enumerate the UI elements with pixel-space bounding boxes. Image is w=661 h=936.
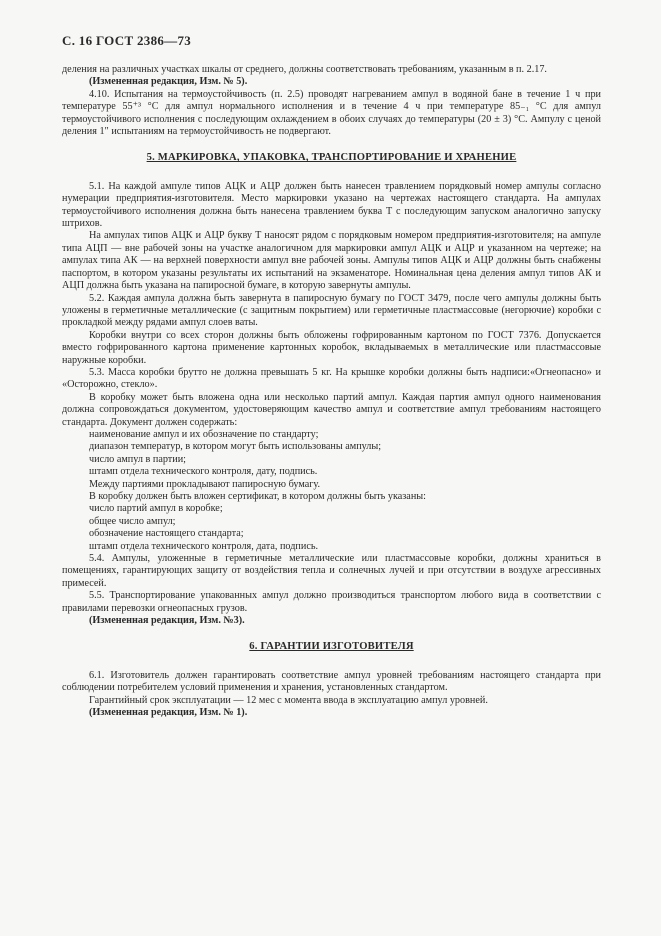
- paragraph: 5.4. Ампулы, уложенные в герметичные металлические или пластмассовые коробки, должны храниться в помещениях, гарантирующих защиту от воздействия тепла и солнечных лучей и при отсутствии в воздухе агрессивных примесей.: [62, 553, 601, 589]
- paragraph: В коробку должен быть вложен сертификат, в котором должны быть указаны:: [89, 491, 426, 502]
- paragraph: 4.10. Испытания на термоустойчивость (п. 2.5) проводят нагреванием ампул в водяной бане в течение 1 ч при температуре 55⁺³ °С для ампул нормального исполнения и в течение 4 ч при температуре 85₋₁ °С для ампул термоустойчивого исполнения с последующим охлаждением в обоих случаях до температуры (20 ± 3) °С. Ампулу с ценой деления 1″ испытаниям на термоустойчивость не подвергают.: [62, 88, 601, 138]
- amendment-note: (Измененная редакция, Изм. № 5).: [89, 76, 248, 88]
- paragraph: штамп отдела технического контроля, дата, подпись.: [89, 540, 319, 552]
- paragraph: 5.5. Транспортирование упакованных ампул должно производиться транспортом любого вида в соответствии с правилами перевозки огнеопасных грузов.: [62, 590, 601, 614]
- paragraph: В коробку может быть вложена одна или несколько партий ампул. Каждая партия ампул одного наименования должна сопровождаться документом, удостоверяющим качество ампул и соответствие ампул требованиям настоящего стандарта. Документ должен содержать:: [62, 391, 601, 428]
- paragraph: 6.1. Изготовитель должен гарантировать соответствие ампул уровней требованиям настоящего стандарта при соблюдении потребителем условий применения и хранения, установленных стандартом.: [62, 669, 601, 694]
- amendment-note: (Измененная редакция, Изм. №3).: [89, 615, 245, 627]
- paragraph: число ампул в партии;: [89, 453, 186, 465]
- amendment-note: (Измененная редакция, Изм. № 1).: [89, 707, 248, 719]
- paragraph: 5.2. Каждая ампула должна быть завернута в папиросную бумагу по ГОСТ 3479, после чего ампулы должны быть уложены в герметичные металлические (с защитным покрытием) или герметичные пластмассовые (негорючие) коробки с прокладкой между рядами ампул слоев ваты.: [62, 292, 601, 329]
- paragraph: диапазон температур, в котором могут быть использованы ампулы;: [89, 441, 382, 453]
- section-5-title-text: 5. МАРКИРОВКА, УПАКОВКА, ТРАНСПОРТИРОВАНИЕ И ХРАНЕНИЕ: [146, 152, 517, 164]
- section-6-title: [62, 641, 601, 653]
- document-body: [62, 64, 601, 720]
- section-6-paragraphs: [62, 670, 601, 720]
- paragraph: число партий ампул в коробке;: [89, 503, 223, 515]
- paragraph: штамп отдела технического контроля, дату, подпись.: [89, 466, 318, 478]
- page-header: С. 16 ГОСТ 2386—73: [62, 33, 192, 48]
- paragraph: 5.3. Масса коробки брутто не должна превышать 5 кг. На крышке коробки должны быть надписи:«Огнеопасно» и «Осторожно, стекло».: [62, 366, 601, 391]
- paragraph: деления на различных участках шкалы от среднего, должны соответствовать требованиям, указанным в п. 2.17.: [62, 64, 547, 75]
- paragraph: 5.1. На каждой ампуле типов АЦК и АЦР должен быть нанесен травлением порядковый номер ампулы согласно нумерации предприятия-изготовителя. Место маркировки указано на чертежах настоящего стандарта. На ампулах термоустойчивого исполнения должна быть нанесена травлением буква Т с последующим запуском аналогично запуску штрихов.: [62, 180, 601, 230]
- paragraph: обозначение настоящего стандарта;: [89, 528, 244, 540]
- paragraph: общее число ампул;: [89, 515, 176, 527]
- top-paragraphs: [62, 64, 601, 138]
- paragraph: Гарантийный срок эксплуатации — 12 мес с момента ввода в эксплуатацию ампул уровней.: [89, 694, 488, 706]
- section-5-paragraphs: [62, 181, 601, 628]
- paragraph: Коробки внутри со всех сторон должны быть обложены гофрированным картоном по ГОСТ 7376. Допускается вместо гофрированного картона применение картонных коробок, вкладываемых в металлические или пластмассовые наружные коробки.: [62, 329, 601, 366]
- paragraph: На ампулах типов АЦК и АЦР букву Т наносят рядом с порядковым номером предприятия-изготовителя; на ампуле типа АЦП — вне рабочей зоны на участке аналогичном для маркировки ампул АЦК и АЦР и указанном на чертеже; на ампулах типа АК — на верхней поверхности ампул вне рабочей зоны. Ампулы типов АЦК и АЦР должны быть снабжены паспортом, в котором указаны результаты их испытаний на экзаменаторе. Номинальная цена деления ампул типов АК и АЦП должна быть указана на папиросной бумаге, в которую завернуты ампулы.: [62, 230, 601, 292]
- section-5-title: [62, 152, 601, 164]
- paragraph: наименование ампул и их обозначение по стандарту;: [89, 428, 319, 440]
- paragraph: Между партиями прокладывают папиросную бумагу.: [89, 478, 321, 490]
- section-6-title-text: 6. ГАРАНТИИ ИЗГОТОВИТЕЛЯ: [249, 641, 414, 653]
